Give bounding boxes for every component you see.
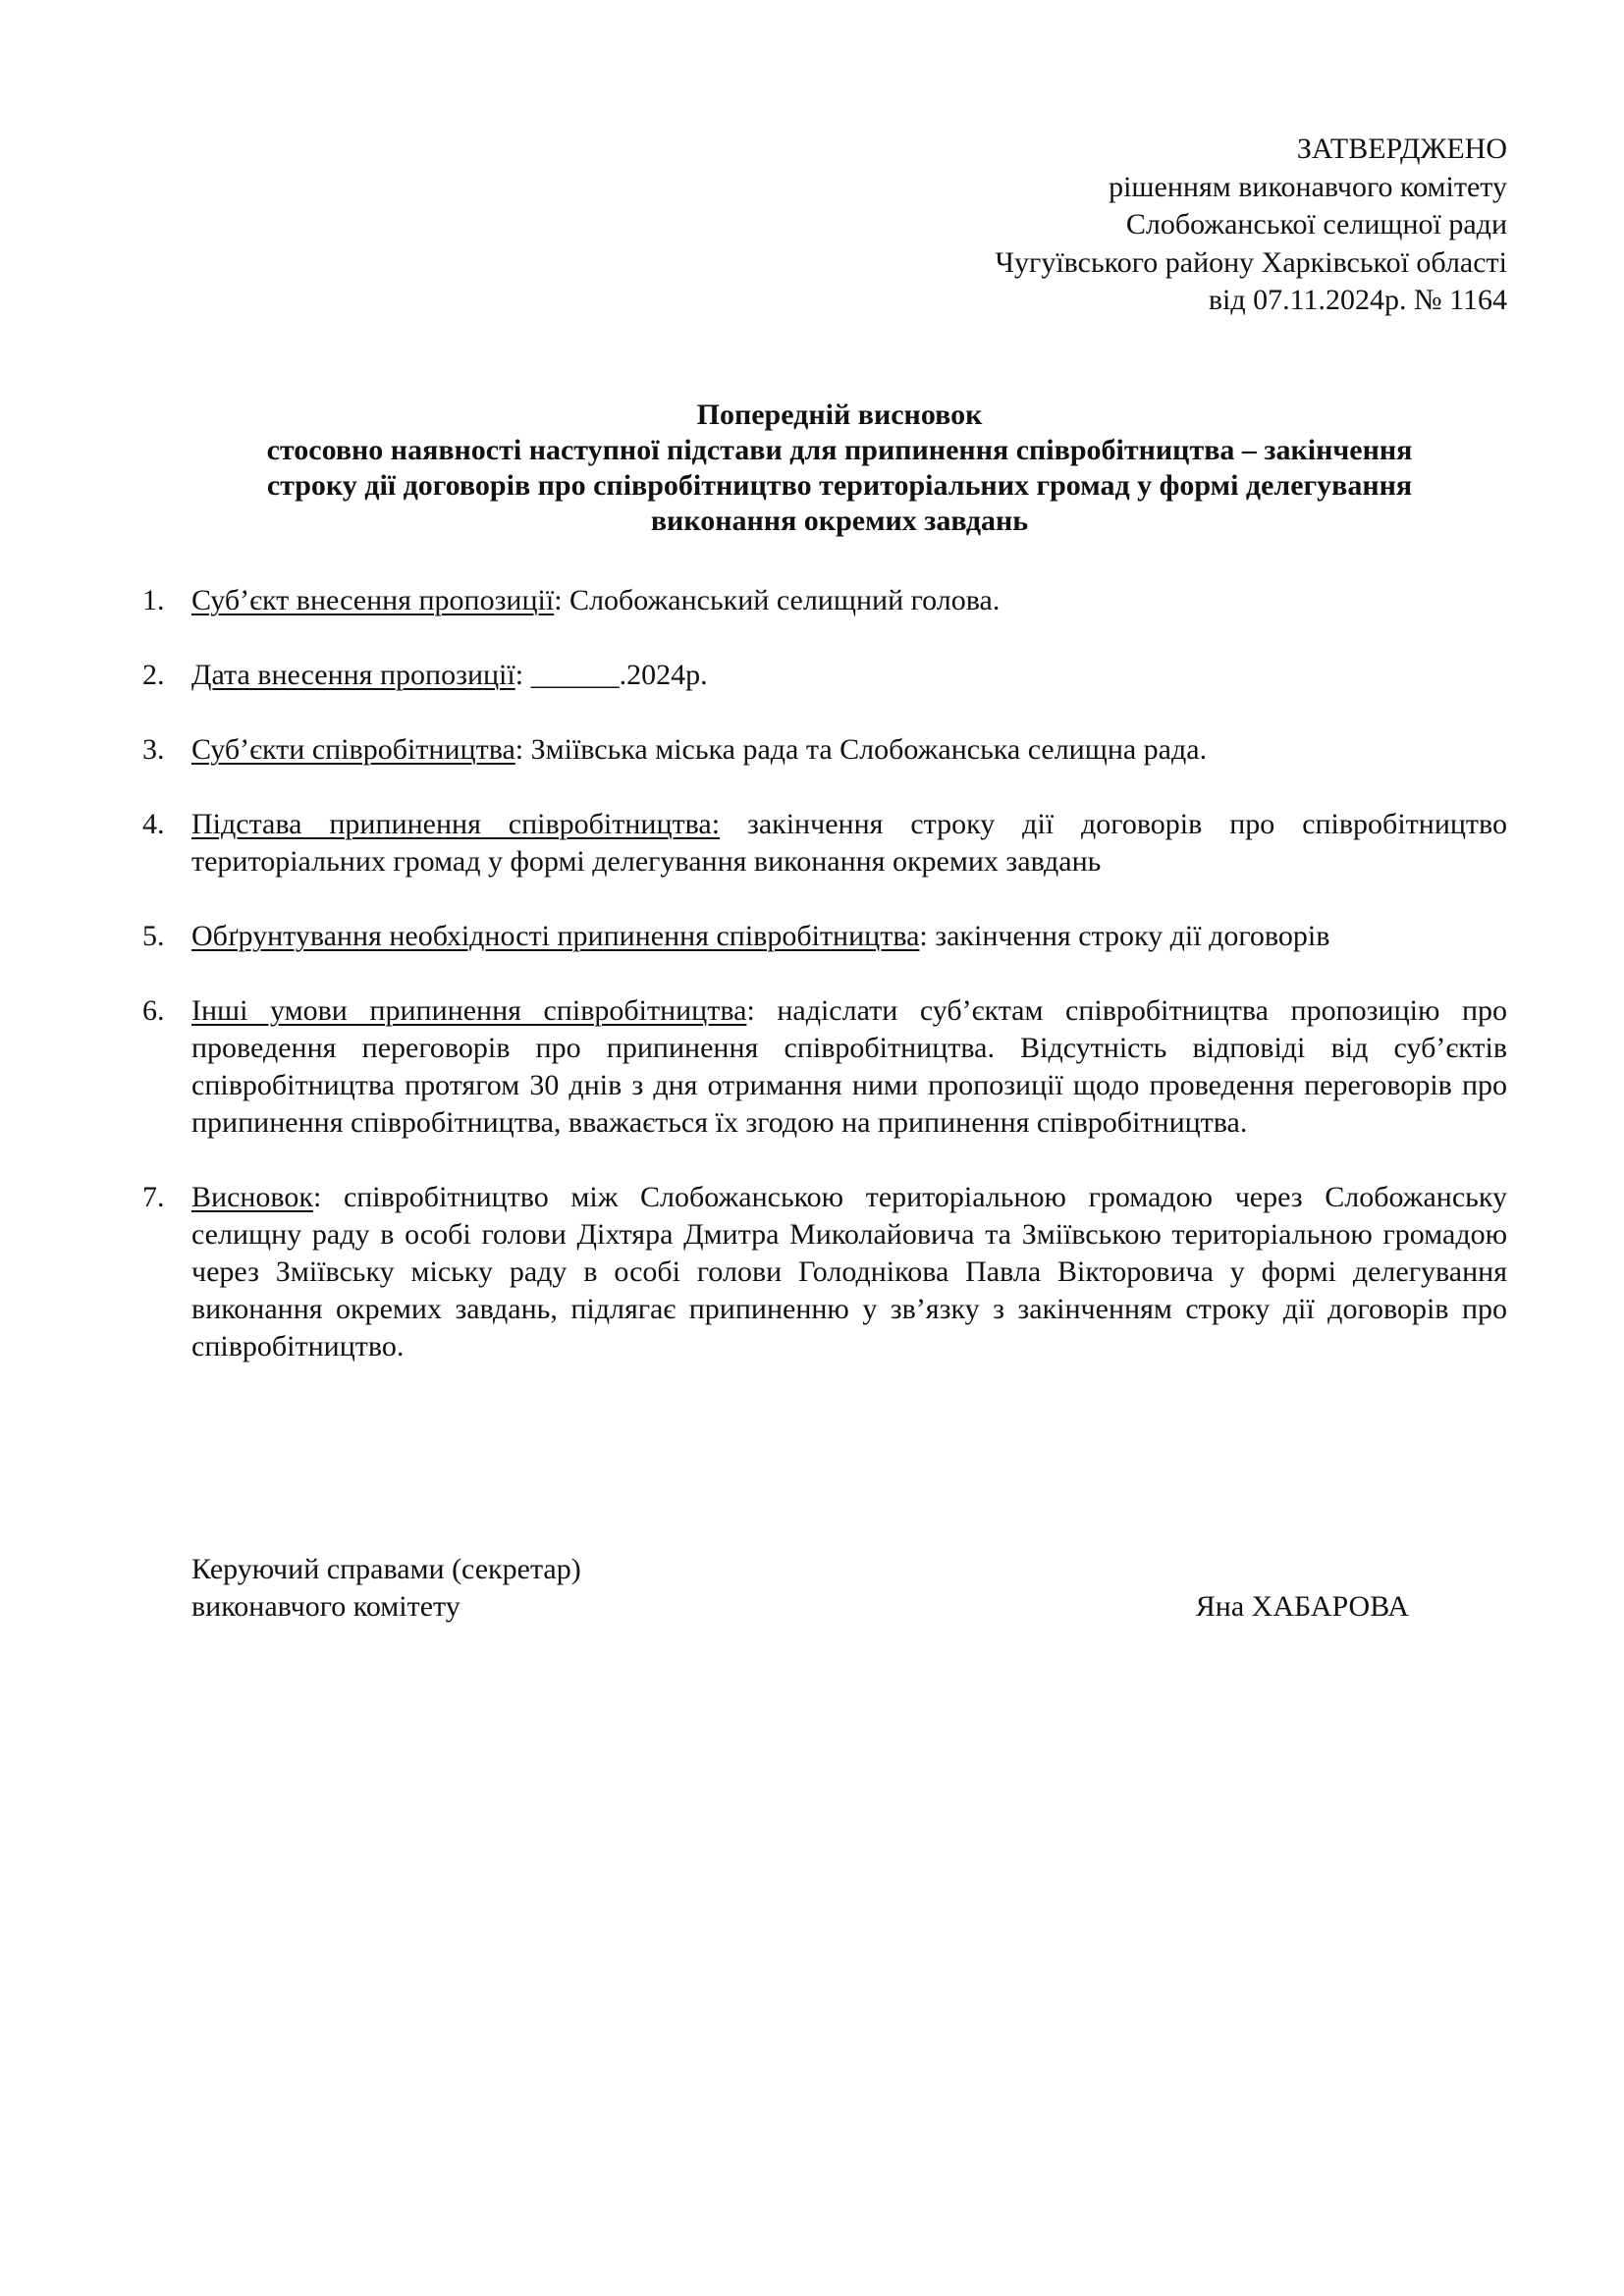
item-number: 5. [142, 920, 165, 952]
item-text: : закінчення строку дії договорів [919, 920, 1330, 952]
item-number: 6. [142, 994, 165, 1027]
conclusion-items-list [137, 582, 1507, 1403]
item-number: 1. [142, 584, 165, 616]
title-line: Попередній висновок [696, 399, 983, 431]
item-number: 7. [142, 1181, 165, 1213]
list-item [137, 918, 1507, 955]
signatory-position-line: виконавчого комітету [191, 1590, 460, 1623]
list-item [137, 992, 1507, 1142]
document-title [187, 398, 1492, 539]
item-text: : співробітництво між Слобожанською територіальною громадою через Слобожанську селищну раду в особі голови Діхтяра Дмитра Миколайовича та Зміївською територіальною громадою через Зміївську міську раду в особі голови Голоднікова Павла Вікторовича у формі делегування виконання окремих завдань, підлягає припиненню у зв’язку з закінченням строку дії договорів про співробітництво. [191, 1181, 1507, 1362]
item-text: : ______.2024р. [514, 659, 708, 691]
item-text: : надіслати суб’єктам співробітництва пропозицію про проведення переговорів про припинення співробітництва. Відсутність відповіді від суб’єктів співробітництва протягом 30 днів з дня отримання ними пропозиції щодо проведення переговорів про припинення співробітництва, вважається їх згодою на припинення співробітництва. [191, 994, 1507, 1139]
list-item [137, 806, 1507, 881]
approval-line: Слобожанської селищної ради [1125, 208, 1507, 240]
approval-line: рішенням виконавчого комітету [1109, 170, 1507, 203]
signature-block [191, 1551, 1409, 1626]
item-label: Інші умови припинення співробітництва [191, 994, 747, 1027]
item-label: Суб’єкти співробітництва [191, 733, 515, 766]
item-label: Підстава припинення співробітництва: [191, 808, 721, 840]
item-number: 3. [142, 733, 165, 766]
item-number: 2. [142, 659, 165, 691]
list-item [137, 657, 1507, 694]
item-label: Суб’єкт внесення пропозиції [191, 584, 555, 616]
title-line: строку дії договорів про співробітництво територіальних громад у формі делегування [266, 469, 1413, 502]
list-item [137, 1179, 1507, 1365]
item-text: закінчення строку дії договорів про співробітництво територіальних громад у формі делегування виконання окремих завдань [191, 808, 1508, 878]
signatory-name: Яна ХАБАРОВА [1195, 1590, 1409, 1623]
signatory-position-line: Керуючий справами (секретар) [191, 1553, 581, 1585]
item-number: 4. [142, 808, 165, 840]
item-text: : Слобожанський селищний голова. [554, 584, 1001, 616]
approval-line: Чугуївського району Харківської області [995, 245, 1507, 279]
approval-heading: ЗАТВЕРДЖЕНО [1296, 133, 1507, 165]
item-text: : Зміївська міська рада та Слобожанська селищна рада. [514, 733, 1208, 766]
item-label: Висновок [191, 1181, 313, 1213]
approval-stamp-block [996, 131, 1507, 320]
list-item [137, 582, 1507, 619]
item-label: Обґрунтування необхідності припинення співробітництва [191, 920, 920, 952]
title-line: стосовно наявності наступної підстави для припинення співробітництва – закінчення [266, 434, 1413, 466]
list-item [137, 731, 1507, 769]
item-label: Дата внесення пропозиції [191, 659, 515, 691]
title-line: виконання окремих завдань [650, 505, 1029, 537]
approval-date-number: від 07.11.2024р. № 1164 [1208, 284, 1507, 316]
